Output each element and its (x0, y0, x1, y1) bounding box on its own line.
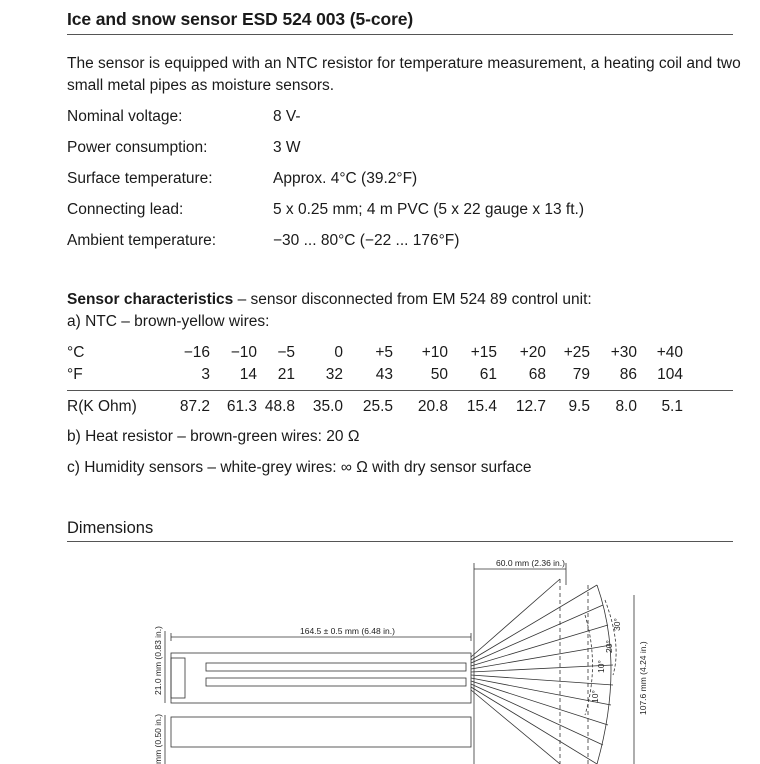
fahrenheit-cell: 43 (375, 366, 393, 383)
fahrenheit-cell: 14 (239, 366, 257, 383)
characteristics-heading (67, 291, 592, 309)
resistance-cell: 61.3 (226, 398, 257, 415)
fahrenheit-cell: 61 (479, 366, 497, 383)
ntc-heading: a) NTC – brown-yellow wires: (67, 313, 270, 330)
resistance-cell: 25.5 (362, 398, 393, 415)
heat-resistor-text: b) Heat resistor – brown-green wires: 20 Ω (67, 428, 360, 445)
celsius-cell: −16 (183, 344, 210, 361)
resistance-cell: 9.5 (568, 398, 590, 415)
resistance-cell: 87.2 (179, 398, 210, 415)
celsius-cell: −5 (277, 344, 295, 361)
dimensions-rule (67, 541, 733, 542)
celsius-cell: +20 (519, 344, 546, 361)
fahrenheit-cell: 3 (201, 366, 210, 383)
celsius-cell: −10 (230, 344, 257, 361)
resistance-cell: 35.0 (312, 398, 343, 415)
fahrenheit-cell: 104 (657, 366, 683, 383)
fahrenheit-cell: 68 (528, 366, 546, 383)
spec-label: Ambient temperature: (67, 232, 217, 249)
spec-value: 8 V- (273, 108, 301, 125)
fahrenheit-cell: 86 (619, 366, 637, 383)
dim-height-107: 107.6 mm (4.24 in.) (638, 641, 648, 715)
spec-label: Connecting lead: (67, 201, 184, 218)
celsius-cell: +40 (656, 344, 683, 361)
resistance-row-label: R(K Ohm) (67, 398, 137, 415)
table-rule (67, 390, 733, 391)
spec-value: Approx. 4°C (39.2°F) (273, 170, 418, 187)
spec-value: −30 ... 80°C (−22 ... 176°F) (273, 232, 460, 249)
celsius-cell: +10 (421, 344, 448, 361)
celsius-cell: +5 (375, 344, 393, 361)
fahrenheit-cell: 21 (277, 366, 295, 383)
dim-height-050: mm (0.50 in.) (153, 713, 163, 764)
spec-value: 3 W (273, 139, 301, 156)
celsius-row-label: °C (67, 344, 85, 361)
fahrenheit-cell: 50 (430, 366, 448, 383)
humidity-sensor-text: c) Humidity sensors – white-grey wires: ∞ Ω with dry sensor surface (67, 459, 532, 476)
celsius-cell: +25 (563, 344, 590, 361)
page-title: Ice and snow sensor ESD 524 003 (5-core) (67, 9, 414, 29)
dim-length: 164.5 ± 0.5 mm (6.48 in.) (300, 626, 395, 636)
fahrenheit-row-label: °F (67, 366, 83, 383)
resistance-cell: 48.8 (264, 398, 295, 415)
dimension-drawing (0, 545, 760, 764)
resistance-cell: 15.4 (466, 398, 497, 415)
fahrenheit-cell: 79 (572, 366, 590, 383)
characteristics-heading-bold: Sensor characteristics (67, 291, 234, 308)
characteristics-heading-rest: – sensor disconnected from EM 524 89 control unit: (233, 291, 592, 308)
dim-height-21: 21.0 mm (0.83 in.) (153, 626, 163, 695)
spec-label: Surface temperature: (67, 170, 213, 187)
title-rule (67, 34, 733, 35)
resistance-cell: 5.1 (661, 398, 683, 415)
description-text: The sensor is equipped with an NTC resistor for temperature measurement, a heating coil and two small metal pipes as moisture sensors. (67, 55, 741, 94)
celsius-cell: +30 (610, 344, 637, 361)
resistance-cell: 8.0 (615, 398, 637, 415)
angle-10-upper: 10° (596, 660, 606, 673)
spec-label: Power consumption: (67, 139, 208, 156)
spec-label: Nominal voltage: (67, 108, 183, 125)
spec-value: 5 x 0.25 mm; 4 m PVC (5 x 22 gauge x 13 ft.) (273, 201, 584, 218)
angle-20: 20° (604, 640, 614, 653)
angle-10-lower: 10° (590, 690, 600, 703)
resistance-cell: 20.8 (417, 398, 448, 415)
resistance-cell: 12.7 (515, 398, 546, 415)
dimensions-heading: Dimensions (67, 519, 154, 537)
angle-30: 30° (612, 618, 622, 631)
dim-width-60: 60.0 mm (2.36 in.) (496, 558, 565, 568)
celsius-cell: +15 (470, 344, 497, 361)
celsius-cell: 0 (334, 344, 343, 361)
fahrenheit-cell: 32 (325, 366, 343, 383)
